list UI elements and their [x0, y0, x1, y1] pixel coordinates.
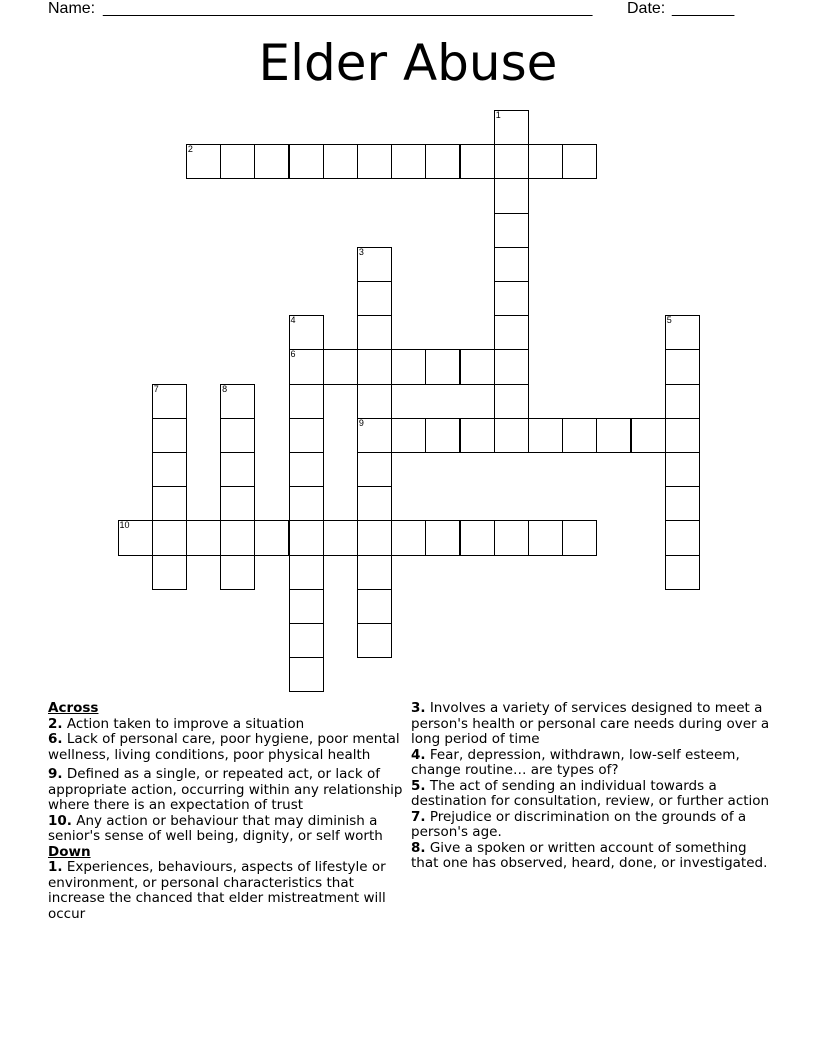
crossword-cell[interactable]	[357, 315, 392, 350]
clue-item	[411, 779, 771, 810]
crossword-cell[interactable]	[152, 418, 187, 453]
clue-number: 4.	[411, 746, 426, 763]
crossword-cell[interactable]	[665, 315, 700, 350]
crossword-cell[interactable]	[391, 418, 426, 453]
crossword-cell[interactable]	[152, 555, 187, 590]
clue-item	[411, 748, 771, 779]
crossword-cell[interactable]	[220, 486, 255, 521]
crossword-cell[interactable]	[357, 589, 392, 624]
crossword-cell[interactable]	[289, 520, 324, 555]
crossword-cell[interactable]	[220, 384, 255, 419]
clue-start-number: 10	[119, 520, 130, 531]
crossword-cell[interactable]	[220, 452, 255, 487]
crossword-cell[interactable]	[357, 520, 392, 555]
crossword-cell[interactable]	[596, 418, 631, 453]
crossword-cell[interactable]	[562, 418, 597, 453]
clue-start-number: 5	[666, 315, 672, 326]
clue-start-number: 3	[358, 246, 364, 257]
crossword-cell[interactable]	[460, 144, 495, 179]
clue-item	[411, 810, 771, 841]
down-heading: Down	[48, 843, 91, 860]
crossword-cell[interactable]	[357, 555, 392, 590]
clue-number: 9.	[48, 766, 63, 782]
crossword-cell[interactable]	[391, 349, 426, 384]
crossword-cell[interactable]	[494, 281, 529, 316]
crossword-cell[interactable]	[323, 349, 358, 384]
crossword-cell[interactable]	[289, 418, 324, 453]
down-clue-list-right	[411, 701, 771, 872]
name-blank: _______________________________________________________	[103, 0, 593, 17]
clue-text: Experiences, behaviours, aspects of lifestyle or environment, or personal characteristics that increase the chanced that elder mistreatment will occur	[48, 859, 386, 922]
clue-start-number: 1	[495, 110, 501, 120]
crossword-cell[interactable]	[220, 144, 255, 179]
crossword-cell[interactable]	[460, 349, 495, 384]
crossword-cell[interactable]	[289, 452, 324, 487]
crossword-cell[interactable]	[289, 657, 324, 692]
date-blank: _______	[672, 0, 735, 17]
crossword-cell[interactable]	[289, 144, 324, 179]
clue-text: The act of sending an individual towards a destination for consultation, review, or further action	[411, 777, 770, 809]
crossword-cell[interactable]	[254, 144, 289, 179]
crossword-cell[interactable]	[665, 555, 700, 590]
crossword-cell[interactable]	[460, 520, 495, 555]
clue-item	[411, 841, 771, 872]
clues-left-column	[48, 701, 408, 922]
crossword-cell[interactable]	[323, 144, 358, 179]
clue-text: Fear, depression, withdrawn, low-self esteem, change routine… are types of?	[411, 746, 740, 778]
clue-text: Involves a variety of services designed to meet a person's health or personal care needs during over a long period of time	[411, 700, 770, 747]
crossword-cell[interactable]	[357, 418, 392, 453]
clue-text: Prejudice or discrimination on the grounds of a person's age.	[411, 808, 747, 840]
crossword-cell[interactable]	[425, 349, 460, 384]
crossword-cell[interactable]	[152, 520, 187, 555]
across-clue-list	[48, 717, 408, 845]
clue-text: Give a spoken or written account of something that one has observed, heard, done, or investigated.	[411, 839, 768, 871]
crossword-cell[interactable]	[220, 520, 255, 555]
crossword-cell[interactable]	[494, 213, 529, 248]
down-clue-list-left	[48, 860, 408, 922]
crossword-cell[interactable]	[357, 623, 392, 658]
clue-number: 6.	[48, 731, 63, 747]
crossword-cell[interactable]	[357, 247, 392, 282]
crossword-cell[interactable]	[494, 315, 529, 350]
clue-number: 7.	[411, 808, 426, 825]
crossword-cell[interactable]	[323, 520, 358, 555]
crossword-cell[interactable]	[494, 384, 529, 419]
crossword-cell[interactable]	[494, 178, 529, 213]
across-heading: Across	[48, 700, 99, 716]
crossword-cell[interactable]	[425, 144, 460, 179]
crossword-cell[interactable]	[186, 144, 221, 179]
crossword-cell[interactable]	[289, 384, 324, 419]
clue-number: 1.	[48, 859, 63, 875]
crossword-cell[interactable]	[152, 486, 187, 521]
clue-item	[411, 701, 771, 748]
clue-start-number: 6	[290, 349, 296, 360]
crossword-cell[interactable]	[186, 520, 221, 555]
crossword-cell[interactable]	[528, 418, 563, 453]
clue-number: 10.	[48, 812, 72, 829]
crossword-cell[interactable]	[460, 418, 495, 453]
crossword-cell[interactable]	[494, 520, 529, 555]
clue-number: 8.	[411, 839, 426, 856]
clue-number: 5.	[411, 777, 426, 794]
clue-text: Defined as a single, or repeated act, or lack of appropriate action, occurring within any relationship where there is an expectation of trust	[48, 766, 403, 813]
crossword-cell[interactable]	[528, 144, 563, 179]
page-title: Elder Abuse	[258, 34, 558, 92]
clue-item	[48, 767, 408, 814]
clue-start-number: 9	[358, 417, 364, 428]
crossword-cell[interactable]	[494, 110, 529, 145]
clue-text: Lack of personal care, poor hygiene, poor mental wellness, living conditions, poor physical health	[48, 731, 400, 763]
date-label: Date:	[627, 0, 666, 17]
clues-right-column	[411, 701, 771, 872]
crossword-cell[interactable]	[494, 144, 529, 179]
crossword-cell[interactable]	[357, 486, 392, 521]
crossword-cell[interactable]	[220, 418, 255, 453]
crossword-cell[interactable]	[562, 520, 597, 555]
crossword-cell[interactable]	[289, 555, 324, 590]
crossword-cell[interactable]	[289, 315, 324, 350]
crossword-cell[interactable]	[665, 384, 700, 419]
clue-number: 2.	[48, 715, 63, 732]
crossword-cell[interactable]	[289, 486, 324, 521]
crossword-cell[interactable]	[494, 418, 529, 453]
crossword-cell[interactable]	[631, 418, 666, 453]
clue-start-number: 7	[153, 383, 159, 394]
crossword-cell[interactable]	[118, 520, 153, 555]
clue-item	[48, 814, 408, 845]
crossword-cell[interactable]	[357, 452, 392, 487]
crossword-cell[interactable]	[152, 452, 187, 487]
crossword-cell[interactable]	[391, 520, 426, 555]
clue-item	[48, 717, 408, 733]
clue-start-number: 8	[222, 383, 228, 394]
crossword-cell[interactable]	[528, 520, 563, 555]
crossword-cell[interactable]	[562, 144, 597, 179]
clue-item	[48, 732, 408, 763]
crossword-cell[interactable]	[494, 247, 529, 282]
crossword-cell[interactable]	[254, 520, 289, 555]
crossword-cell[interactable]	[357, 144, 392, 179]
crossword-cell[interactable]	[665, 520, 700, 555]
crossword-cell[interactable]	[665, 486, 700, 521]
crossword-cell[interactable]	[665, 452, 700, 487]
crossword-cell[interactable]	[357, 349, 392, 384]
clue-item	[48, 860, 408, 922]
crossword-cell[interactable]	[665, 418, 700, 453]
crossword-cell[interactable]	[289, 349, 324, 384]
crossword-cell[interactable]	[289, 623, 324, 658]
clue-text: Action taken to improve a situation	[62, 715, 305, 732]
crossword-cell[interactable]	[391, 144, 426, 179]
clue-start-number: 2	[187, 144, 193, 155]
clue-number: 3.	[411, 700, 426, 716]
clue-text: Any action or behaviour that may diminish a senior's sense of well being, dignity, or self worth	[48, 812, 383, 844]
crossword-cell[interactable]	[220, 555, 255, 590]
crossword-cell[interactable]	[494, 349, 529, 384]
crossword-cell[interactable]	[665, 349, 700, 384]
crossword-cell[interactable]	[425, 418, 460, 453]
crossword-cell[interactable]	[357, 281, 392, 316]
crossword-cell[interactable]	[289, 589, 324, 624]
crossword-cell[interactable]	[152, 384, 187, 419]
crossword-cell[interactable]	[425, 520, 460, 555]
name-label: Name:	[48, 0, 96, 17]
crossword-cell[interactable]	[357, 384, 392, 419]
clue-start-number: 4	[290, 315, 296, 326]
